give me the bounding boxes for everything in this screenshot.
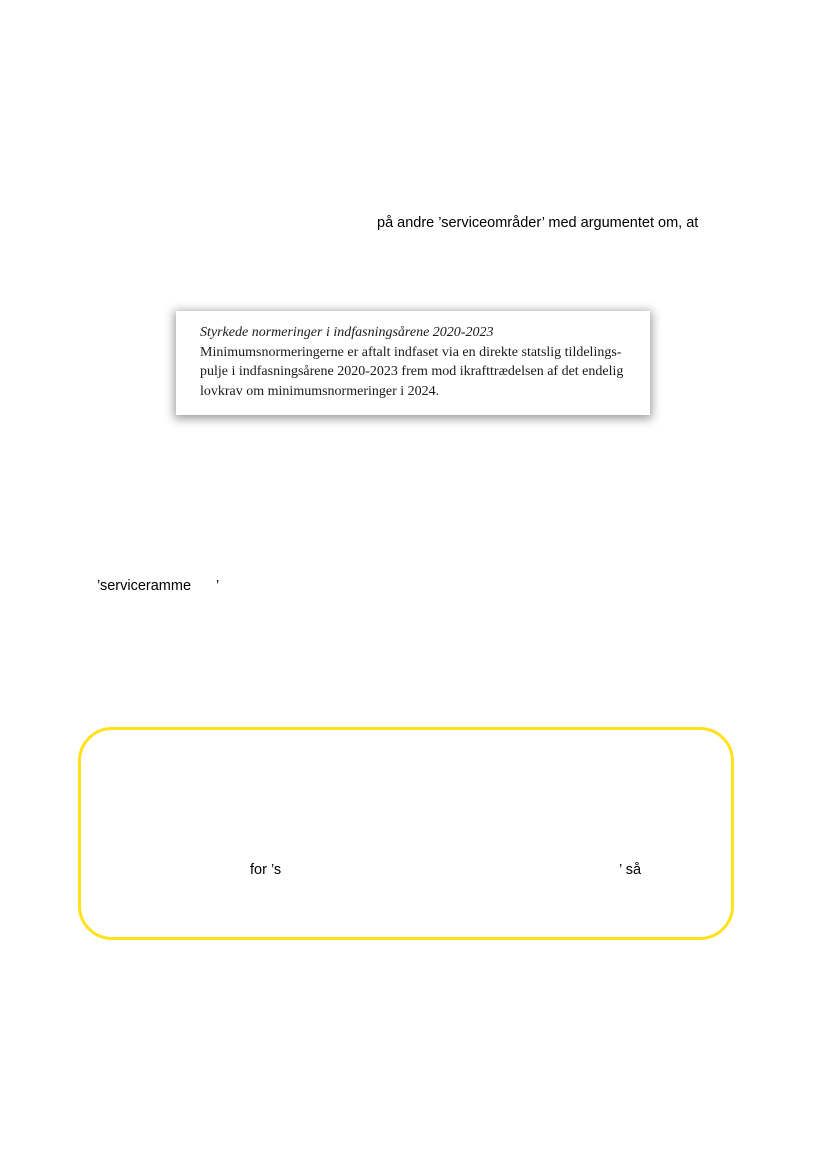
callout-text-fragment: ’ så <box>619 862 642 878</box>
excerpt-line: Minimumsnormeringerne er aftalt indfaset via en direkte statslig tildelings- <box>200 344 622 360</box>
body-text-fragment: på andre ’serviceområder’ med argumentet om, at <box>377 215 699 231</box>
excerpt-line: lovkrav om minimumsnormeringer i 2024. <box>200 383 440 399</box>
body-text-fragment: ’ <box>216 578 220 594</box>
excerpt-line: pulje i indfasningsårene 2020-2023 frem mod ikrafttrædelsen af det endelig <box>200 364 624 379</box>
excerpt-heading: Styrkede normeringer i indfasningsårene 2020-2023 <box>200 325 494 340</box>
body-text-fragment: ’serviceramme <box>97 578 192 594</box>
quoted-excerpt-box <box>176 311 650 415</box>
callout-text-fragment: for ’s <box>250 862 282 878</box>
highlight-callout-box <box>78 727 734 940</box>
